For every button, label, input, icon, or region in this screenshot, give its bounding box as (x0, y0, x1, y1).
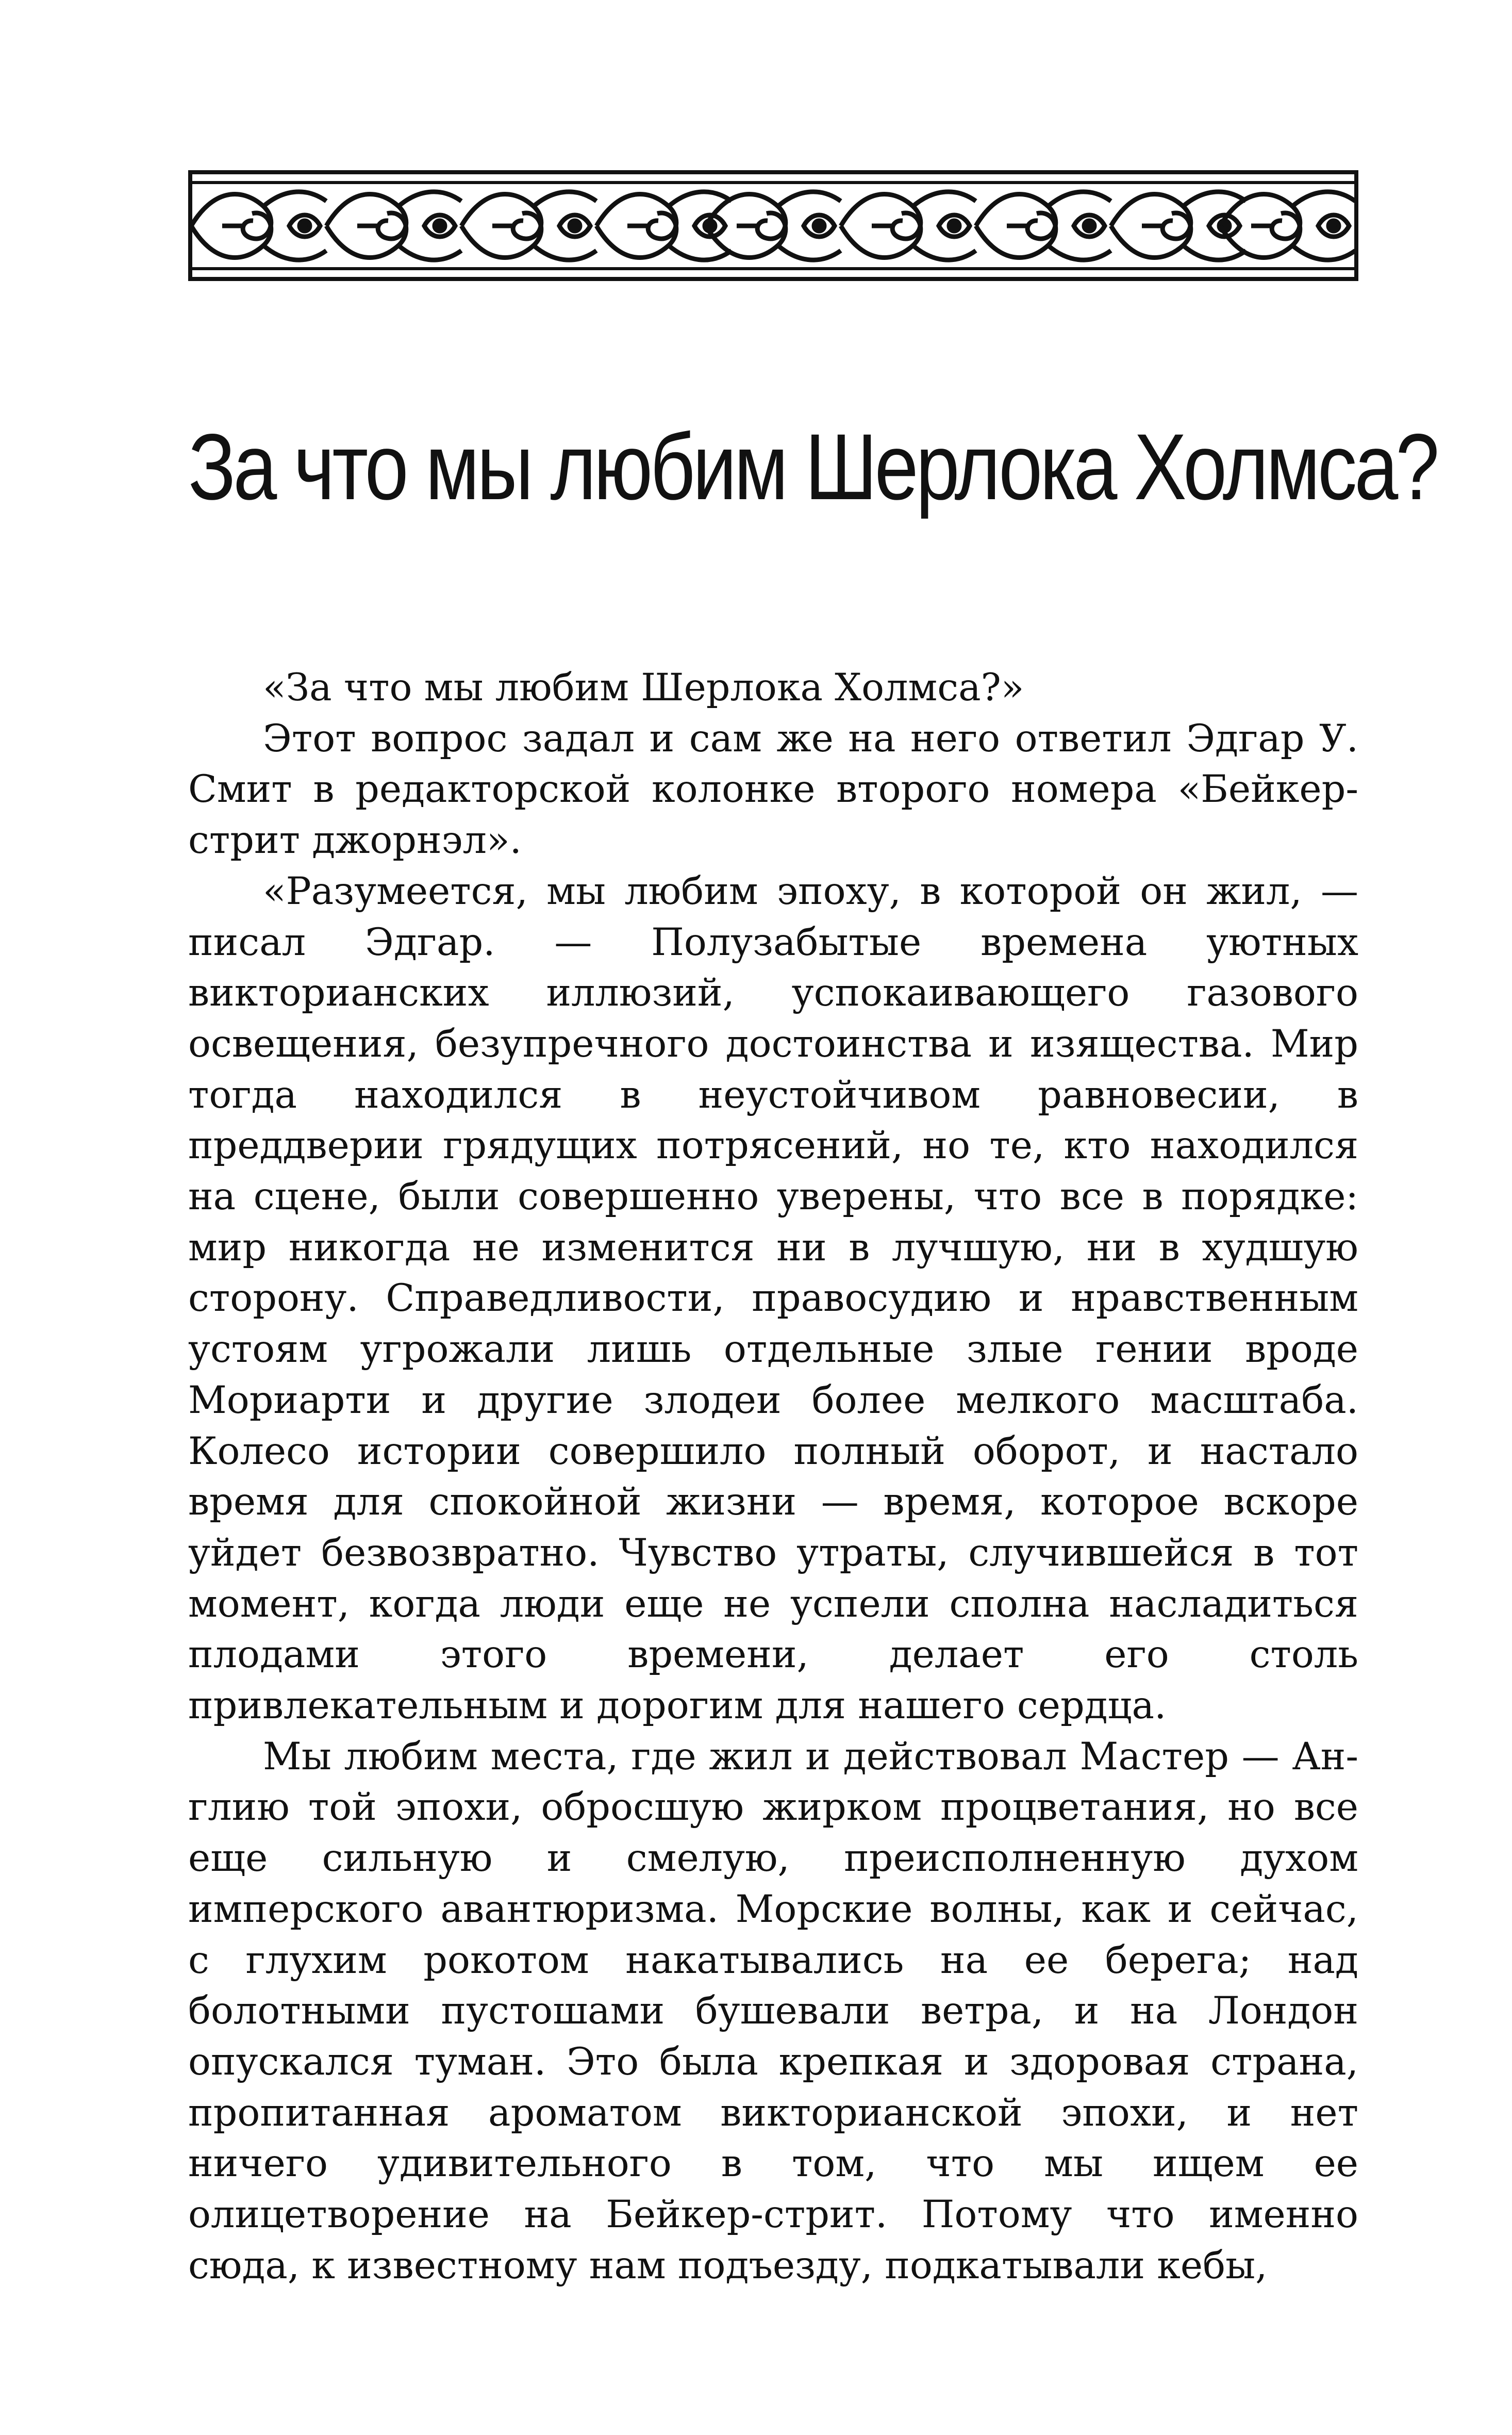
paragraph: «За что мы любим Шерлока Холмса?» (263, 666, 1024, 710)
chapter-body (188, 663, 1358, 2292)
paragraph: Мы любим места, где жил и действовал Мастер — Англию той эпохи, обросшую жирком процветания, но все еще сильную и смелую, преисполненную духом имперского авантюризма. Морские волны, как и сейчас, с глухим рокотом накатывались на ее берега; над болотными пустошами бушевали ветра, и на Лондон опускался туман. Это была крепкая и здоровая страна, пропитанная ароматом викторианской эпохи, и нет ничего удивительного в том, что мы ищем ее олицетворение на Бейкер-стрит. Потому что именно сюда, к известному нам подъезду, подкатывали кебы, (188, 1734, 1358, 2288)
chapter-title: За что мы любим Шерлока Холмса? (188, 414, 1437, 519)
paragraph: «Разумеется, мы любим эпоху, в которой он жил, — писал Эдгар. — Полузабытые времена уютных викторианских иллюзий, успокаивающего газового освещения, безупречного достоинства и изящества. Мир тогда находился в неустойчивом равновесии, в преддверии грядущих потрясений, но те, кто находился на сцене, были совершенно уверены, что все в порядке: мир никогда не изменится ни в лучшую, ни в худшую сторону. Справедливости, правосудию и нравственным устоям угрожали лишь отдельные злые гении вроде Мориарти и другие злодеи более мелкого масштаба. Колесо истории совершило полный оборот, и настало время для спокойной жизни — время, которое вскоре уйдет безвозвратно. Чувство утраты, случившейся в тот момент, когда люди еще не успели сполна насладиться плодами этого времени, делает его столь привлекательным и дорогим для нашего сердца. (188, 869, 1358, 1728)
decorative-ornament-border (188, 170, 1358, 281)
paragraph: Этот вопрос задал и сам же на него ответил Эдгар У. Смит в редакторской колонке второго номера «Бейкерстрит джорнэл». (188, 716, 1358, 863)
